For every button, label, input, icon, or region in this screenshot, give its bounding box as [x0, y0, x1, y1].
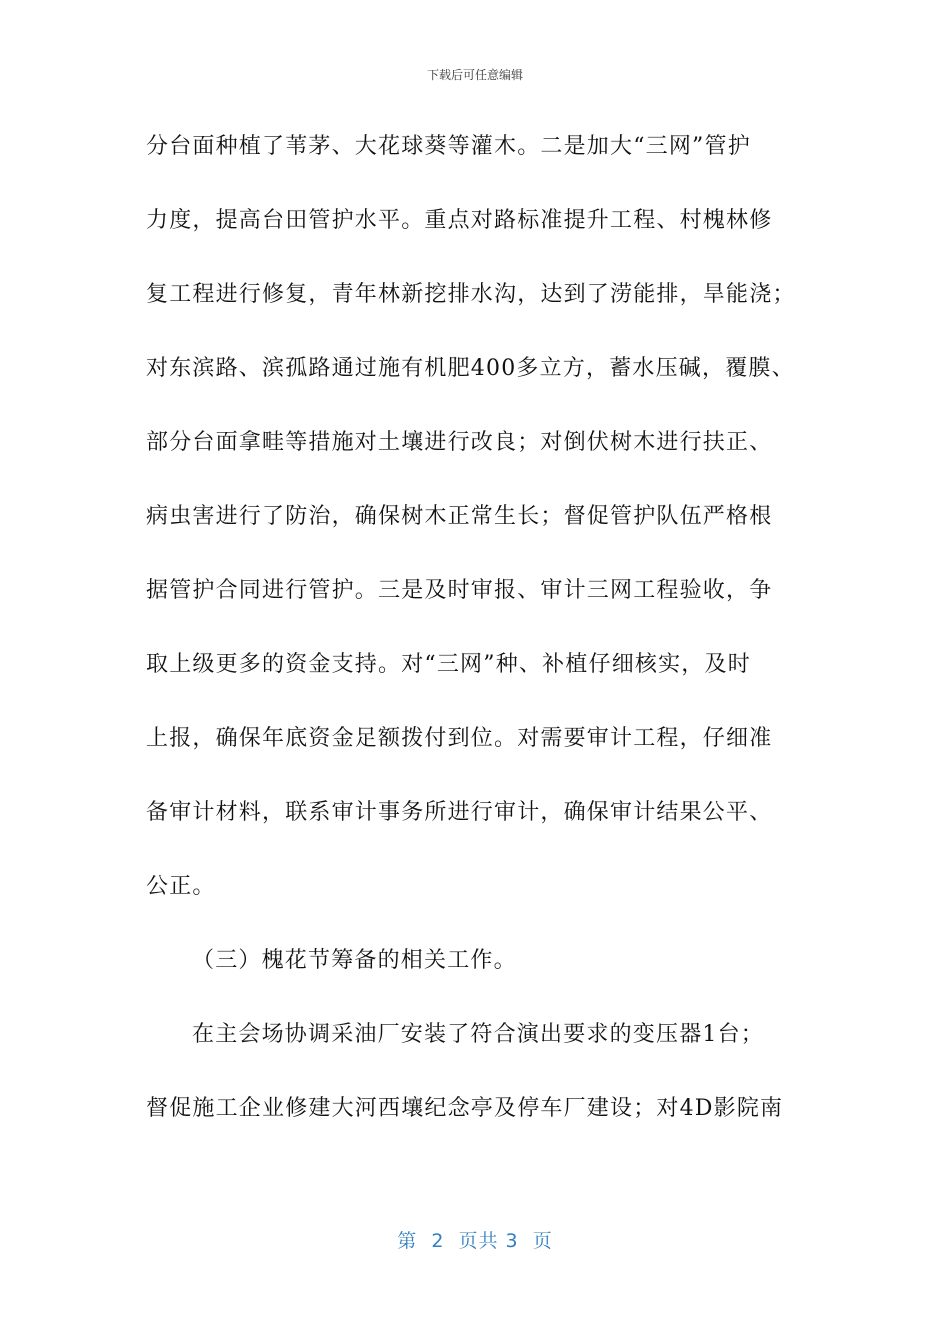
body-line: 上报，确保年底资金足额拨付到位。对需要审计工程，仔细准 [146, 726, 773, 751]
body-line: 力度，提高台田管护水平。重点对路标准提升工程、村槐林修 [146, 208, 773, 233]
page-header-note: 下载后可任意编辑 [426, 68, 523, 82]
body-line: 据管护合同进行管护。三是及时审报、审计三网工程验收，争 [146, 578, 773, 603]
body-line: 复工程进行修复，青年林新挖排水沟，达到了涝能排，旱能浇； [146, 282, 796, 307]
document-body [146, 128, 816, 1164]
body-line: 对东滨路、滨孤路通过施有机肥400多立方，蓄水压碱，覆膜、 [146, 356, 795, 381]
body-line: 取上级更多的资金支持。对“三网”种、补植仔细核实，及时 [146, 652, 751, 677]
body-line: 病虫害进行了防治，确保树木正常生长；督促管护队伍严格根 [146, 504, 773, 529]
body-line: 督促施工企业修建大河西壤纪念亭及停车厂建设；对4D影院南 [146, 1096, 784, 1121]
body-line: 在主会场协调采油厂安装了符合演出要求的变压器1台； [192, 1022, 764, 1047]
body-line: 公正。 [146, 874, 216, 899]
body-line: 部分台面拿畦等措施对土壤进行改良；对倒伏树木进行扶正、 [146, 430, 773, 455]
section-heading: （三）槐花节筹备的相关工作。 [192, 948, 517, 973]
body-line: 分台面种植了苇茅、大花球葵等灌木。二是加大“三网”管护 [146, 134, 751, 159]
page-number-footer: 第 2 页共 3 页 [397, 1230, 553, 1252]
body-line: 备审计材料，联系审计事务所进行审计，确保审计结果公平、 [146, 800, 773, 825]
